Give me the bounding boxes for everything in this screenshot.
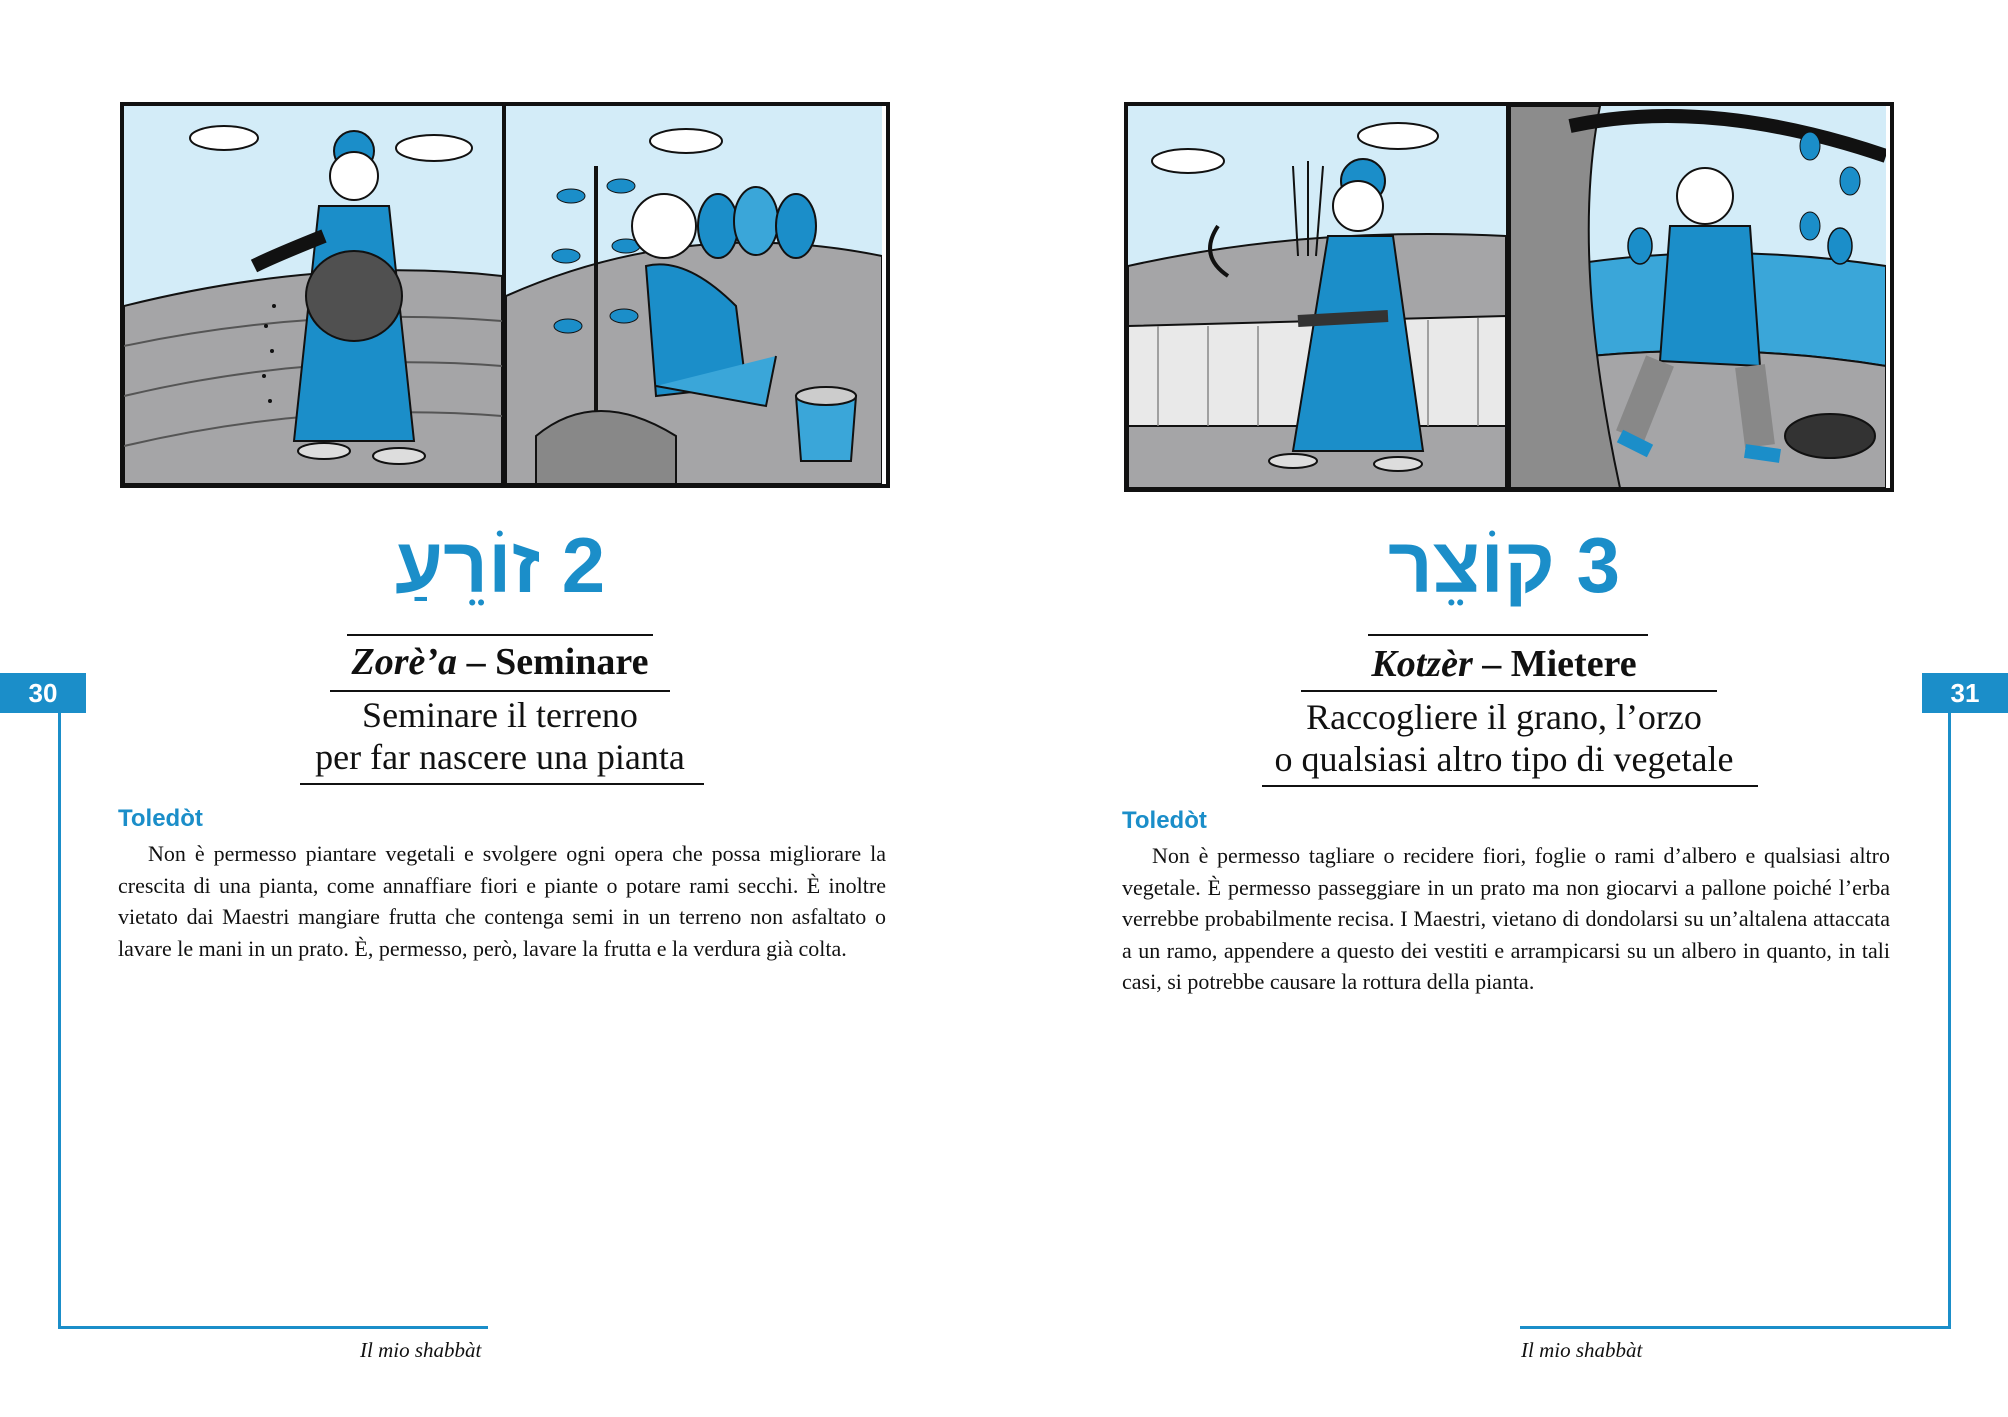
hebrew-heading: 3 קוֹצֵר <box>1387 521 1621 609</box>
footer-title: Il mio shabbàt <box>1521 1338 1643 1362</box>
sower-drawing <box>124 106 502 484</box>
section-heading: Toledòt <box>118 805 203 832</box>
section-heading: Toledòt <box>1122 807 1207 834</box>
illustration-sowing <box>120 102 890 488</box>
reaper-drawing <box>1128 106 1506 488</box>
panel-planter <box>502 106 882 484</box>
rule-middle <box>330 690 670 692</box>
body-paragraph: Non è permesso tagliare o recidere fiori, foglie o rami d’albero e qualsiasi altro vegetale. È permesso passeggiare in un prato ma non giocarvi a pallone poiché l’erba verrebbe probabilmente recisa. I Maestri, vietano di dondolarsi su un’altalena attaccata a un ramo, appendere a questo dei vestiti e arrampicarsi su un albero in quanto, in tali casi, si potrebbe causare la rottura della pianta. <box>1122 843 1890 994</box>
rule-top <box>347 634 653 636</box>
footer-title: Il mio shabbàt <box>360 1338 482 1362</box>
rule-middle <box>1301 690 1717 692</box>
subtitle-line-2: per far nascere una pianta <box>315 737 685 777</box>
rule-top <box>1368 634 1648 636</box>
title-translation: – Mietere <box>1472 643 1637 685</box>
page-number: 30 <box>0 673 86 713</box>
rule-bottom <box>1262 785 1758 787</box>
body-text <box>1122 840 1890 998</box>
page-title <box>160 640 840 684</box>
branch-breaker-drawing <box>1510 106 1886 488</box>
subtitle-line-1: Raccogliere il grano, l’orzo <box>1306 697 1702 737</box>
subtitle-line-2: o qualsiasi altro tipo di vegetale <box>1274 739 1734 779</box>
page-frame-bottom <box>58 1326 488 1329</box>
body-paragraph: Non è permesso piantare vegetali e svolgere ogni opera che possa migliorare la crescita di una pianta, come annaffiare fiori e piante o potare rami secchi. È inoltre vietato dai Maestri mangiare frutta che contenga semi in un terreno non asfaltato o lavare le mani in un prato. È, permesso, però, lavare la frutta e la verdura già colta. <box>118 841 886 961</box>
planter-drawing <box>506 106 882 484</box>
subtitle <box>1164 696 1844 780</box>
right-page <box>1004 0 2008 1417</box>
title-transliteration: Kotzèr <box>1371 643 1473 685</box>
title-transliteration: Zorè’a <box>351 641 458 683</box>
title-translation: – Seminare <box>457 641 649 683</box>
page-number: 31 <box>1922 673 2008 713</box>
panel-sower <box>124 106 502 484</box>
panel-branch-breaker <box>1506 106 1886 488</box>
page-title <box>1164 642 1844 686</box>
subtitle <box>160 694 840 778</box>
page-frame-bottom <box>1520 1326 1951 1329</box>
page-frame-left <box>58 693 61 1328</box>
illustration-reaping <box>1124 102 1894 492</box>
subtitle-line-1: Seminare il terreno <box>362 695 638 735</box>
body-text <box>118 838 886 964</box>
hebrew-heading: 2 זוֹרֵעַ <box>394 521 606 609</box>
panel-reaper <box>1128 106 1506 488</box>
rule-bottom <box>300 783 704 785</box>
page-frame-right <box>1948 693 1951 1328</box>
